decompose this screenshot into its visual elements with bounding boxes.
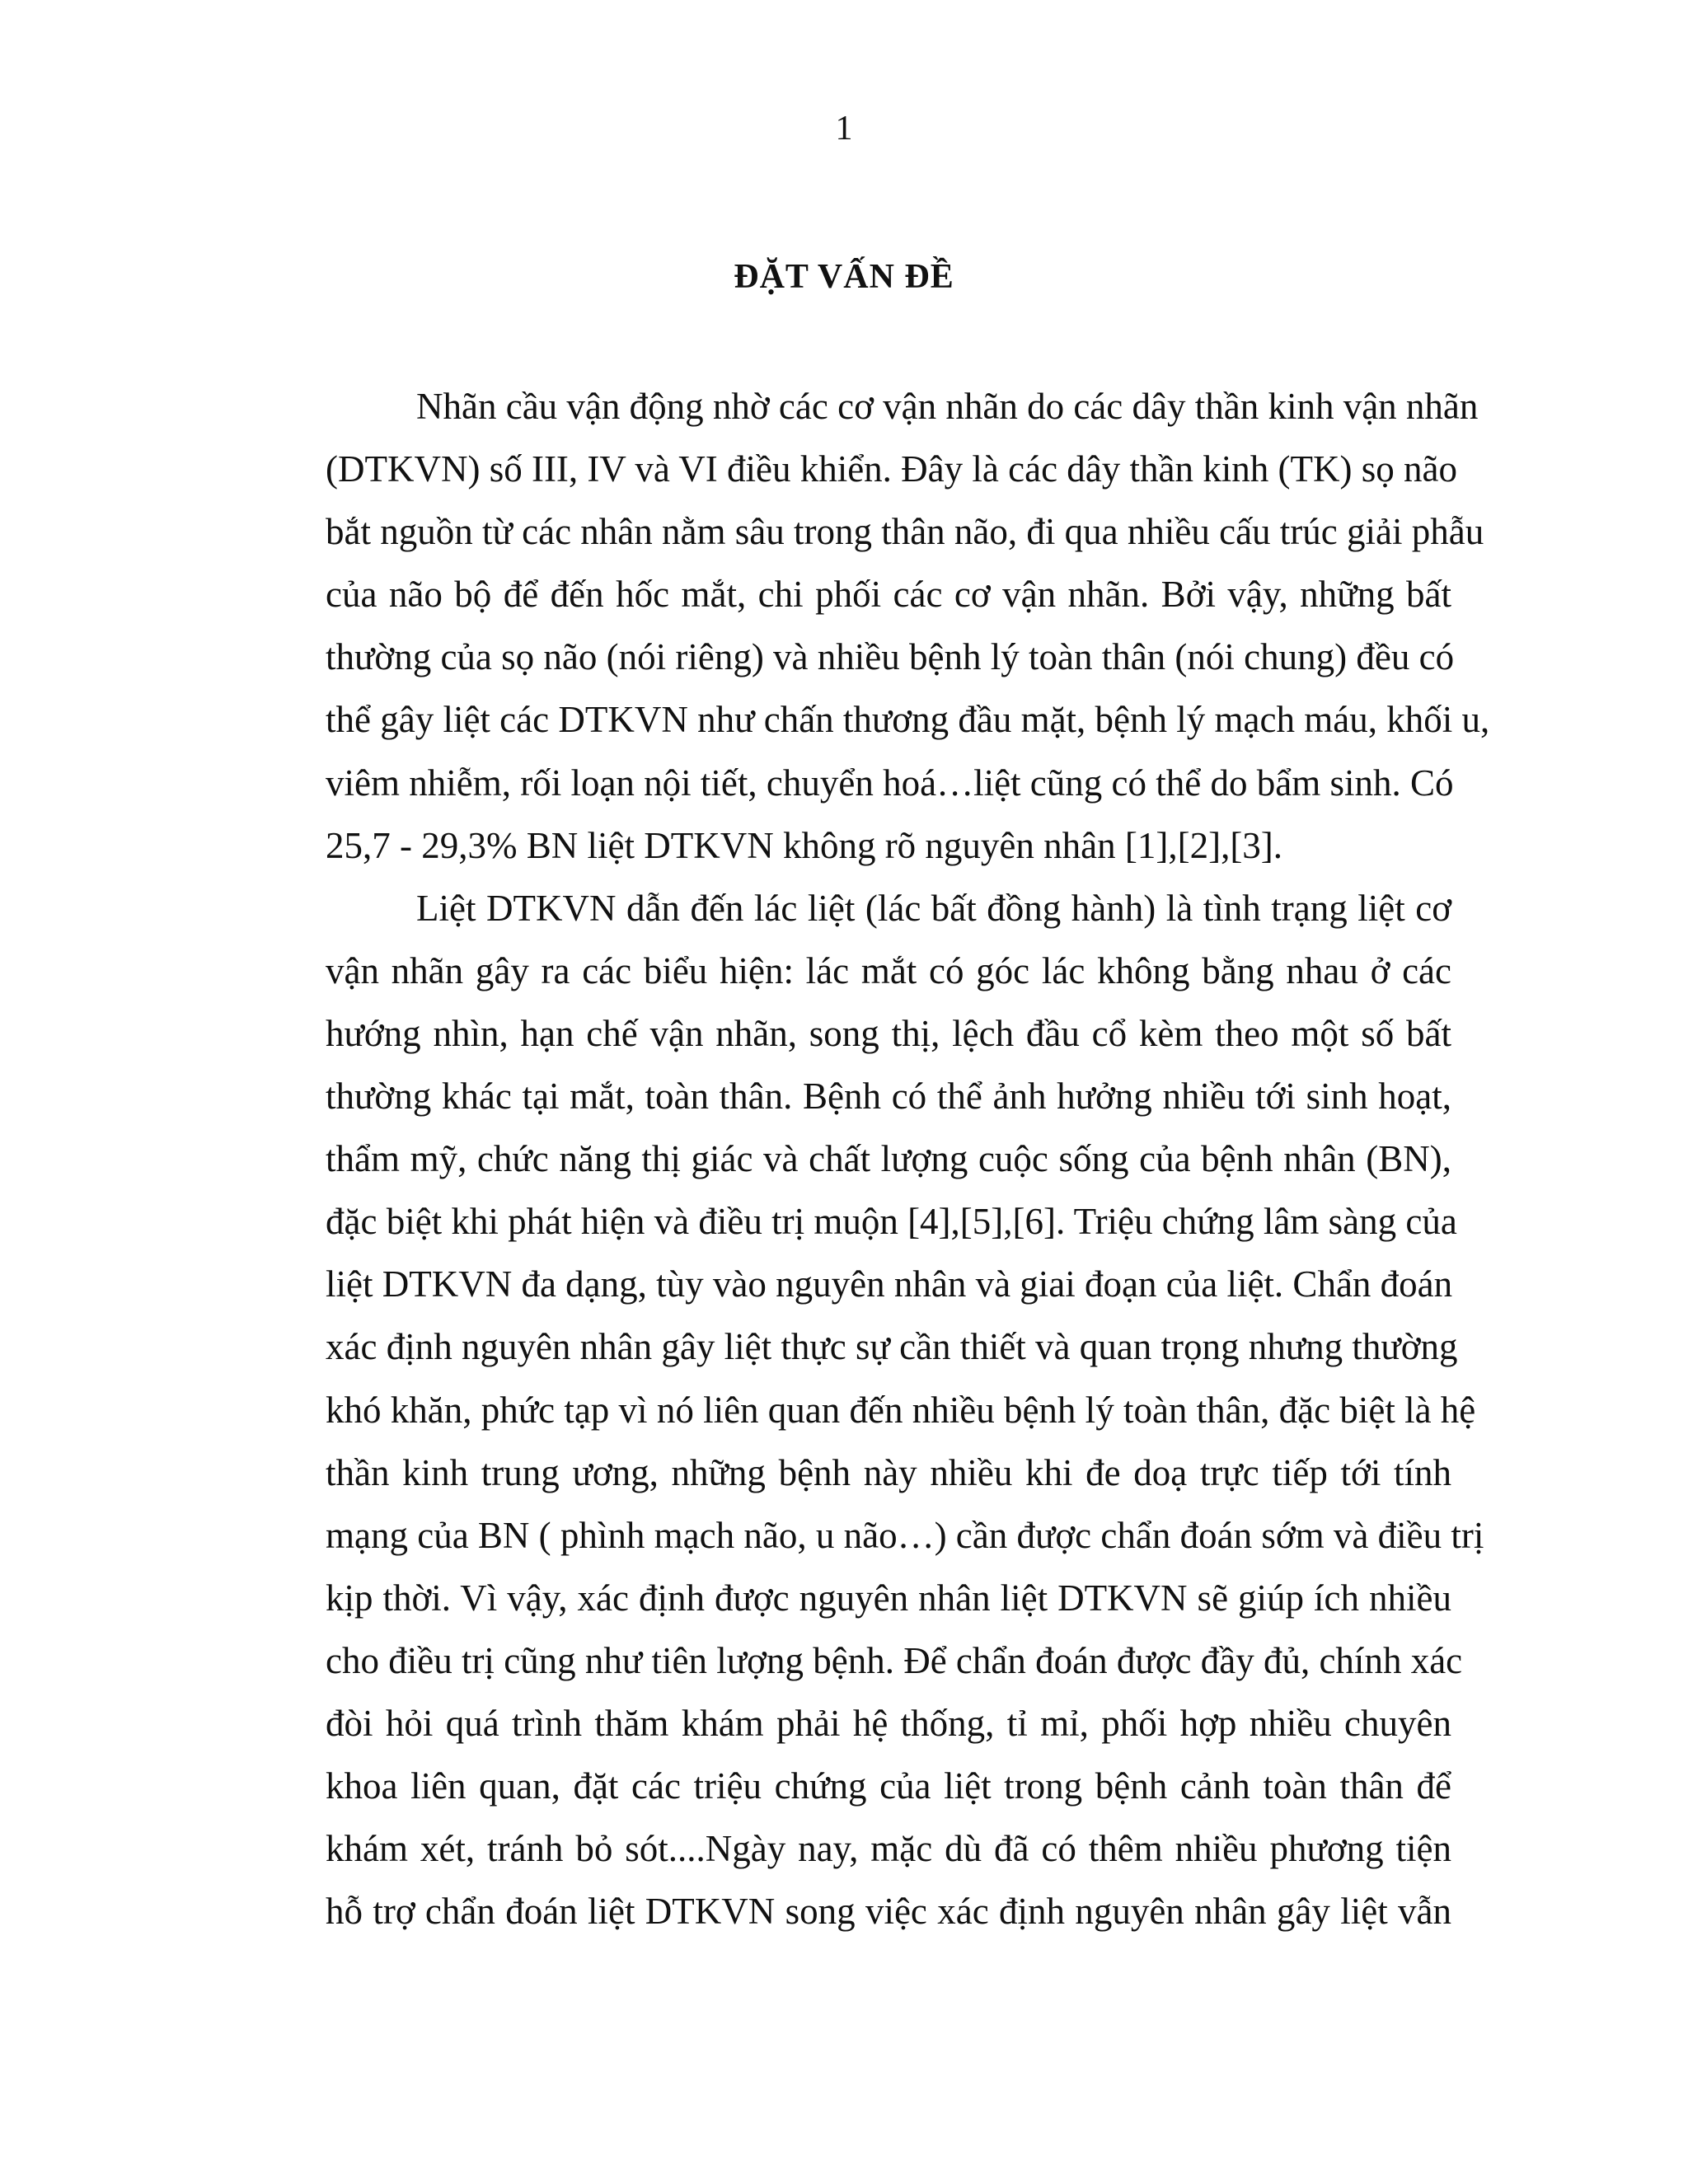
text-line: (DTKVN) số III, IV và VI điều khiển. Đây là các dây thần kinh (TK) sọ não — [326, 448, 1457, 490]
text-line: khám xét, tránh bỏ sót....Ngày nay, mặc dù đã có thêm nhiều phương tiện — [326, 1828, 1451, 1870]
text-line: của não bộ để đến hốc mắt, chi phối các cơ vận nhãn. Bởi vậy, những bất — [326, 574, 1451, 616]
body-text — [326, 375, 1490, 1943]
text-line: hướng nhìn, hạn chế vận nhãn, song thị, lệch đầu cổ kèm theo một số bất — [326, 1012, 1451, 1054]
text-line: xác định nguyên nhân gây liệt thực sự cần thiết và quan trọng nhưng thường — [326, 1326, 1458, 1368]
text-line: viêm nhiễm, rối loạn nội tiết, chuyển hoá…liệt cũng có thể do bẩm sinh. Có — [326, 762, 1454, 804]
text-line: thể gây liệt các DTKVN như chấn thương đầu mặt, bệnh lý mạch máu, khối u, — [326, 699, 1490, 741]
text-line: thẩm mỹ, chức năng thị giác và chất lượng cuộc sống của bệnh nhân (BN), — [326, 1138, 1451, 1180]
text-line: khó khăn, phức tạp vì nó liên quan đến nhiều bệnh lý toàn thân, đặc biệt là hệ — [326, 1389, 1476, 1431]
text-line: đòi hỏi quá trình thăm khám phải hệ thống, tỉ mỉ, phối hợp nhiều chuyên — [326, 1702, 1451, 1744]
text-line: bắt nguồn từ các nhân nằm sâu trong thân não, đi qua nhiều cấu trúc giải phẫu — [326, 511, 1484, 553]
text-line: 25,7 - 29,3% BN liệt DTKVN không rõ nguyên nhân [1],[2],[3]. — [326, 824, 1283, 866]
text-line: vận nhãn gây ra các biểu hiện: lác mắt có góc lác không bằng nhau ở các — [326, 949, 1451, 991]
text-line: cho điều trị cũng như tiên lượng bệnh. Để chẩn đoán được đầy đủ, chính xác — [326, 1639, 1463, 1681]
text-line: kịp thời. Vì vậy, xác định được nguyên nhân liệt DTKVN sẽ giúp ích nhiều — [326, 1577, 1451, 1619]
text-line: liệt DTKVN đa dạng, tùy vào nguyên nhân và giai đoạn của liệt. Chẩn đoán — [326, 1263, 1453, 1305]
text-line: mạng của BN ( phình mạch não, u não…) cần được chẩn đoán sớm và điều trị — [326, 1514, 1484, 1556]
text-line: thường của sọ não (nói riêng) và nhiều bệnh lý toàn thân (nói chung) đều có — [326, 636, 1455, 678]
page-number: 1 — [835, 110, 853, 148]
text-line: Liệt DTKVN dẫn đến lác liệt (lác bất đồng hành) là tình trạng liệt cơ — [416, 887, 1451, 929]
text-line: thần kinh trung ương, những bệnh này nhiều khi đe doạ trực tiếp tới tính — [326, 1451, 1451, 1493]
text-line: khoa liên quan, đặt các triệu chứng của liệt trong bệnh cảnh toàn thân để — [326, 1765, 1451, 1807]
page-title: ĐẶT VẤN ĐỀ — [734, 258, 954, 296]
text-line: Nhãn cầu vận động nhờ các cơ vận nhãn do các dây thần kinh vận nhãn — [416, 386, 1479, 427]
text-line: đặc biệt khi phát hiện và điều trị muộn [4],[5],[6]. Triệu chứng lâm sàng của — [326, 1201, 1457, 1243]
text-line: hỗ trợ chẩn đoán liệt DTKVN song việc xác định nguyên nhân gây liệt vẫn — [326, 1891, 1451, 1933]
text-line: thường khác tại mắt, toàn thân. Bệnh có thể ảnh hưởng nhiều tới sinh hoạt, — [326, 1076, 1451, 1118]
